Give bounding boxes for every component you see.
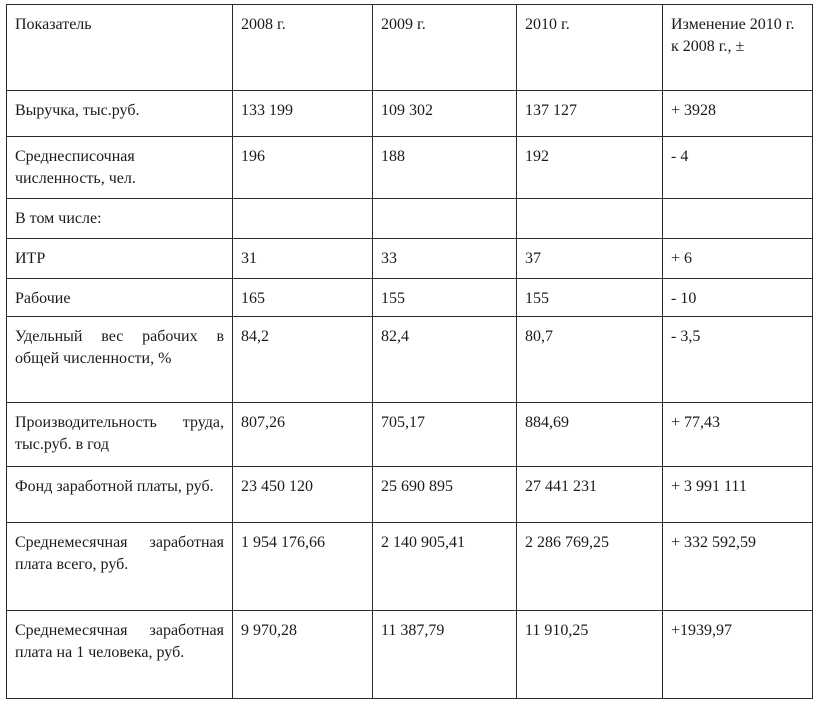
table-row <box>7 523 813 611</box>
row-label: Удельный вес рабочих в общей численности, % <box>7 317 233 403</box>
table-row <box>7 279 813 317</box>
table-row <box>7 317 813 403</box>
table-row <box>7 199 813 239</box>
cell-change: - 4 <box>663 137 813 199</box>
table-row <box>7 403 813 467</box>
row-label: Производительность труда, тыс.руб. в год <box>7 403 233 467</box>
table-row <box>7 611 813 699</box>
cell-change: +1939,97 <box>663 611 813 699</box>
cell-2009: 705,17 <box>373 403 517 467</box>
cell-2010: 884,69 <box>517 403 663 467</box>
row-label: Среднемесячная заработная плата всего, руб. <box>7 523 233 611</box>
cell-2009: 2 140 905,41 <box>373 523 517 611</box>
row-label: В том числе: <box>7 199 233 239</box>
cell-change: - 10 <box>663 279 813 317</box>
row-label: Выручка, тыс.руб. <box>7 91 233 137</box>
cell-2008: 31 <box>233 239 373 279</box>
cell-change: + 3928 <box>663 91 813 137</box>
row-label: Среднесписочная численность, чел. <box>7 137 233 199</box>
cell-change <box>663 199 813 239</box>
cell-2009: 11 387,79 <box>373 611 517 699</box>
cell-2009: 155 <box>373 279 517 317</box>
cell-2009: 33 <box>373 239 517 279</box>
cell-2008 <box>233 199 373 239</box>
cell-change: - 3,5 <box>663 317 813 403</box>
table-row <box>7 467 813 523</box>
table-row <box>7 239 813 279</box>
table-row <box>7 91 813 137</box>
cell-2010 <box>517 199 663 239</box>
cell-2009 <box>373 199 517 239</box>
cell-change: + 332 592,59 <box>663 523 813 611</box>
indicators-table <box>6 4 813 699</box>
cell-2008: 84,2 <box>233 317 373 403</box>
cell-2008: 9 970,28 <box>233 611 373 699</box>
cell-2009: 25 690 895 <box>373 467 517 523</box>
cell-2010: 155 <box>517 279 663 317</box>
cell-2009: 188 <box>373 137 517 199</box>
cell-2009: 82,4 <box>373 317 517 403</box>
cell-2010: 37 <box>517 239 663 279</box>
cell-2009: 109 302 <box>373 91 517 137</box>
cell-change: + 3 991 111 <box>663 467 813 523</box>
cell-change: + 77,43 <box>663 403 813 467</box>
cell-2010: 192 <box>517 137 663 199</box>
header-year-2009: 2009 г. <box>373 5 517 91</box>
header-change: Изменение 2010 г. к 2008 г., ± <box>663 5 813 91</box>
row-label: ИТР <box>7 239 233 279</box>
cell-2008: 133 199 <box>233 91 373 137</box>
row-label: Фонд заработной платы, руб. <box>7 467 233 523</box>
row-label: Среднемесячная заработная плата на 1 человека, руб. <box>7 611 233 699</box>
cell-2010: 11 910,25 <box>517 611 663 699</box>
cell-change: + 6 <box>663 239 813 279</box>
header-indicator: Показатель <box>7 5 233 91</box>
cell-2008: 807,26 <box>233 403 373 467</box>
header-year-2010: 2010 г. <box>517 5 663 91</box>
cell-2008: 196 <box>233 137 373 199</box>
cell-2010: 80,7 <box>517 317 663 403</box>
cell-2008: 165 <box>233 279 373 317</box>
cell-2010: 2 286 769,25 <box>517 523 663 611</box>
table-row <box>7 137 813 199</box>
header-year-2008: 2008 г. <box>233 5 373 91</box>
cell-2008: 1 954 176,66 <box>233 523 373 611</box>
cell-2010: 27 441 231 <box>517 467 663 523</box>
cell-2008: 23 450 120 <box>233 467 373 523</box>
row-label: Рабочие <box>7 279 233 317</box>
table-header-row <box>7 5 813 91</box>
cell-2010: 137 127 <box>517 91 663 137</box>
